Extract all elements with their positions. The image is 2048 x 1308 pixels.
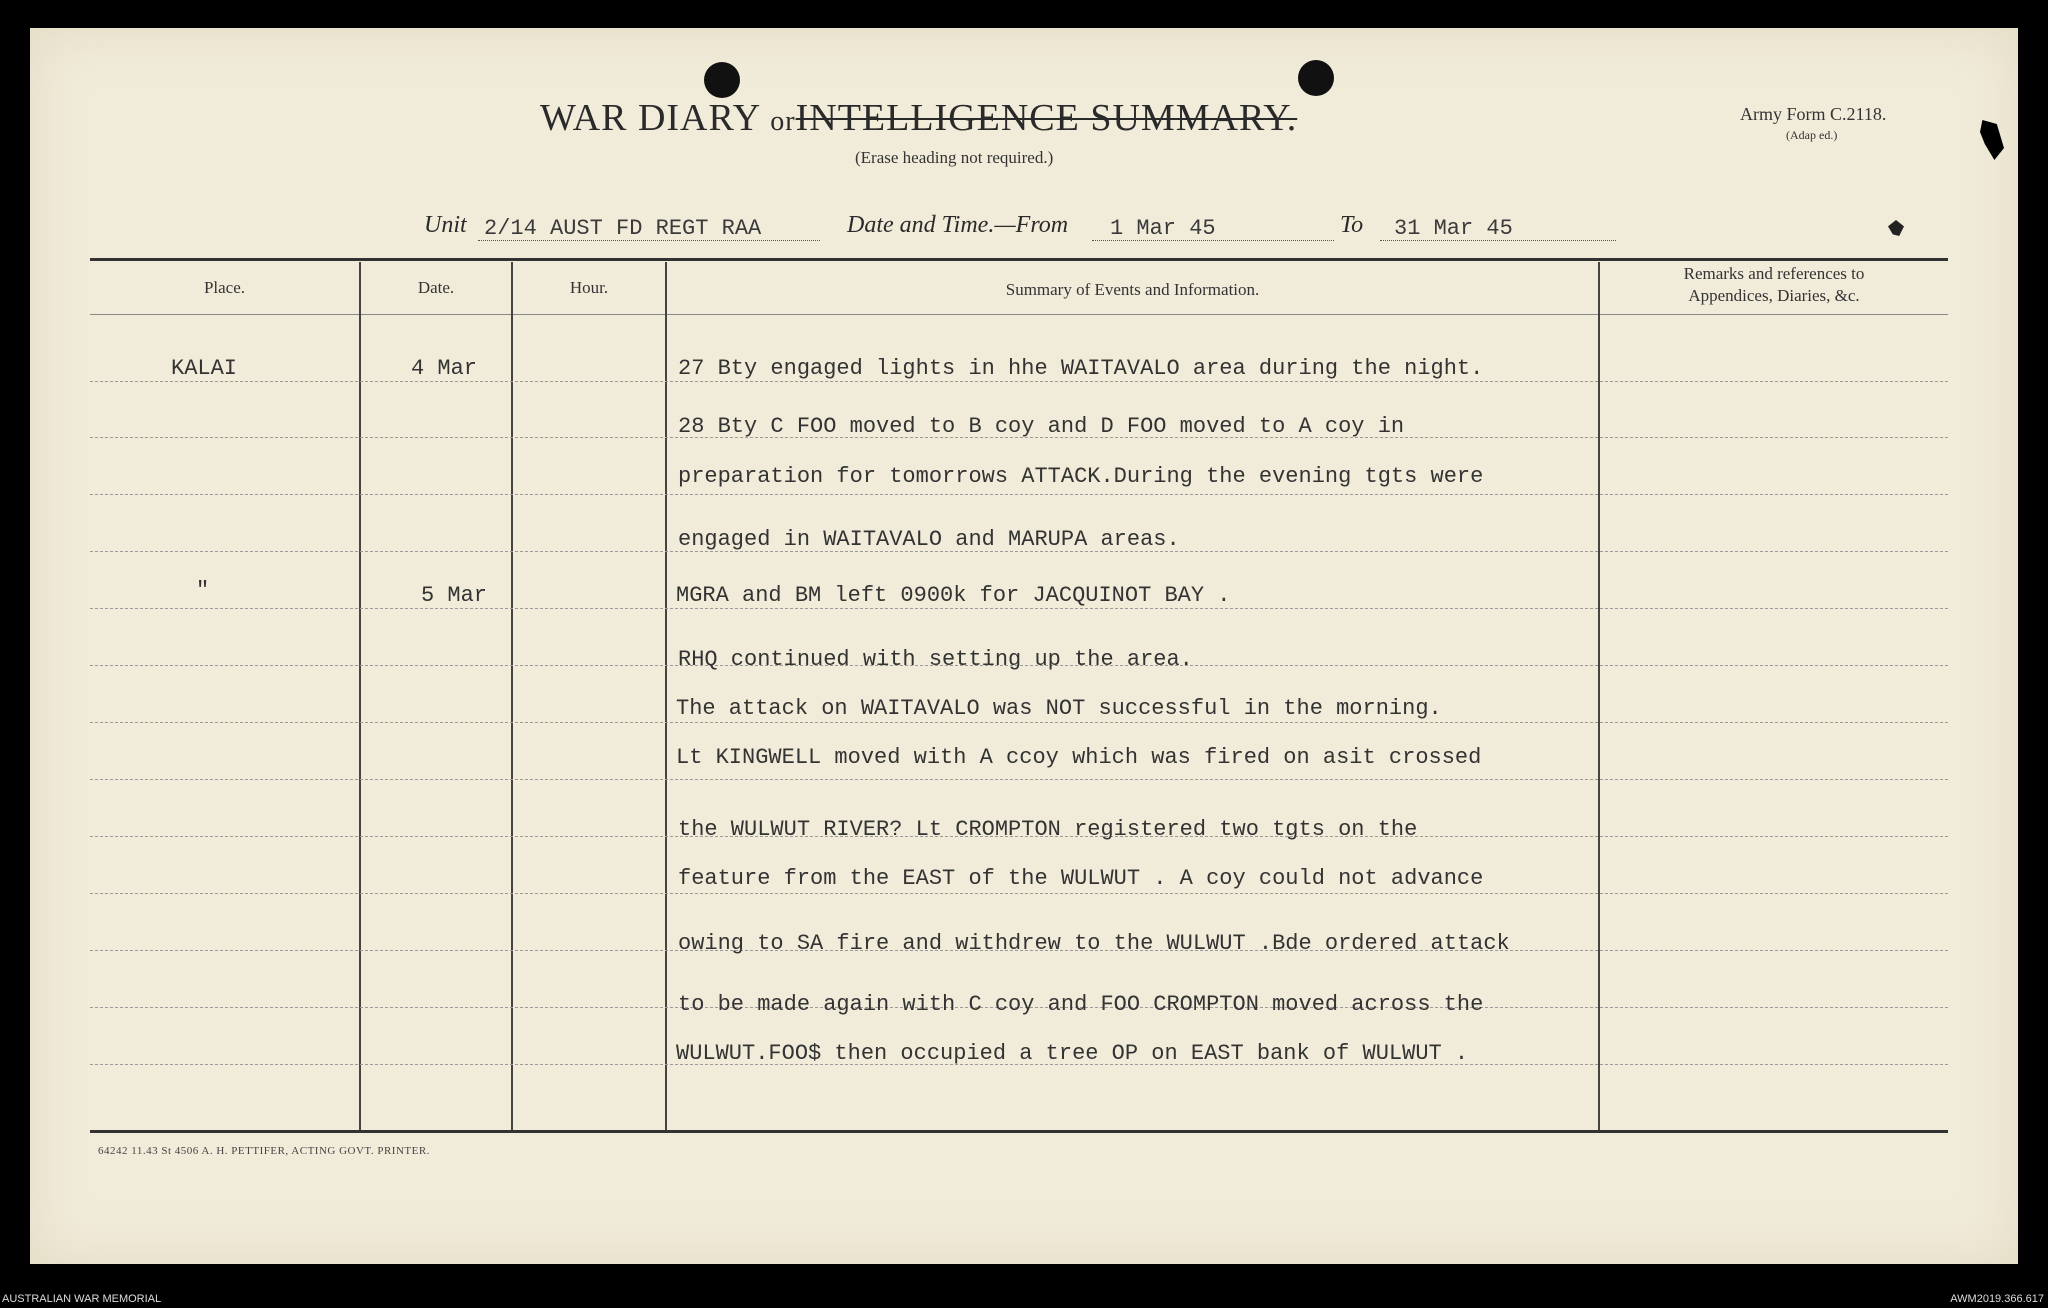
printer-imprint: 64242 11.43 St 4506 A. H. PETTIFER, ACTING GOVT. PRINTER. [98, 1145, 430, 1157]
column-divider-summary [665, 262, 667, 1130]
header-remarks-line-1: Remarks and references to [1683, 264, 1865, 283]
column-divider-hour [511, 262, 513, 1130]
date-entry-1: 4 Mar [411, 356, 478, 381]
title-or: or [770, 106, 796, 137]
summary-line: 27 Bty engaged lights in hhe WAITAVALO area during the night. [678, 356, 1484, 381]
header-summary: Summary of Events and Information. [1005, 280, 1260, 299]
punch-hole-right [1298, 60, 1334, 96]
summary-line: feature from the EAST of the WULWUT . A coy could not advance [678, 866, 1484, 891]
erase-note: (Erase heading not required.) [855, 148, 1054, 167]
column-divider-date [359, 262, 361, 1130]
column-divider-remarks [1598, 262, 1600, 1130]
from-date-value: 1 Mar 45 [1110, 216, 1216, 241]
header-remarks-line-2: Appendices, Diaries, &c. [1688, 286, 1860, 305]
to-label: To [1340, 212, 1364, 238]
header-place: Place. [203, 278, 246, 297]
summary-line: Lt KINGWELL moved with A ccoy which was fired on asit crossed [676, 745, 1482, 770]
header-date: Date. [417, 278, 455, 297]
summary-line: 28 Bty C FOO moved to B coy and D FOO moved to A coy in [678, 414, 1405, 439]
to-underline [1380, 240, 1616, 241]
date-time-label: Date and Time.—From [847, 212, 1069, 238]
table-bottom-rule [90, 1130, 1948, 1133]
form-adapted-note: (Adap ed.) [1786, 128, 1838, 142]
summary-line: owing to SA fire and withdrew to the WULWUT .Bde ordered attack [678, 931, 1510, 956]
unit-value: 2/14 AUST FD REGT RAA [484, 216, 762, 241]
title-war-diary: WAR DIARY [540, 97, 760, 139]
archive-reference: AWM2019.366.617 [1950, 1293, 2044, 1305]
header-rule [90, 314, 1948, 315]
archive-credit: AUSTRALIAN WAR MEMORIAL [2, 1293, 162, 1305]
punch-hole-left [704, 62, 740, 98]
summary-line: MGRA and BM left 0900k for JACQUINOT BAY . [676, 583, 1231, 608]
unit-underline [478, 240, 820, 241]
torn-corner-mark [1980, 120, 2004, 160]
to-date-value: 31 Mar 45 [1394, 216, 1513, 241]
table-top-rule [90, 258, 1948, 261]
summary-line: RHQ continued with setting up the area. [678, 647, 1193, 672]
unit-label: Unit [424, 212, 467, 238]
place-entry-1: KALAI [171, 356, 238, 381]
title-struck-heading: INTELLIGENCE SUMMARY. [795, 97, 1298, 139]
date-entry-2: 5 Mar [421, 583, 488, 608]
form-title [540, 96, 1297, 140]
army-form-number: Army Form C.2118. [1740, 104, 1887, 124]
ink-speck [1888, 220, 1904, 236]
summary-line: preparation for tomorrows ATTACK.During the evening tgts were [678, 464, 1484, 489]
summary-line: The attack on WAITAVALO was NOT successful in the morning. [676, 696, 1442, 721]
summary-line: WULWUT.FOO$ then occupied a tree OP on EAST bank of WULWUT . [676, 1041, 1469, 1066]
summary-line: to be made again with C coy and FOO CROMPTON moved across the [678, 992, 1484, 1017]
header-hour: Hour. [569, 278, 609, 297]
from-underline [1092, 240, 1334, 241]
place-entry-2-ditto: " [196, 578, 210, 603]
summary-line: engaged in WAITAVALO and MARUPA areas. [678, 527, 1180, 552]
summary-line: the WULWUT RIVER? Lt CROMPTON registered two tgts on the [678, 817, 1418, 842]
